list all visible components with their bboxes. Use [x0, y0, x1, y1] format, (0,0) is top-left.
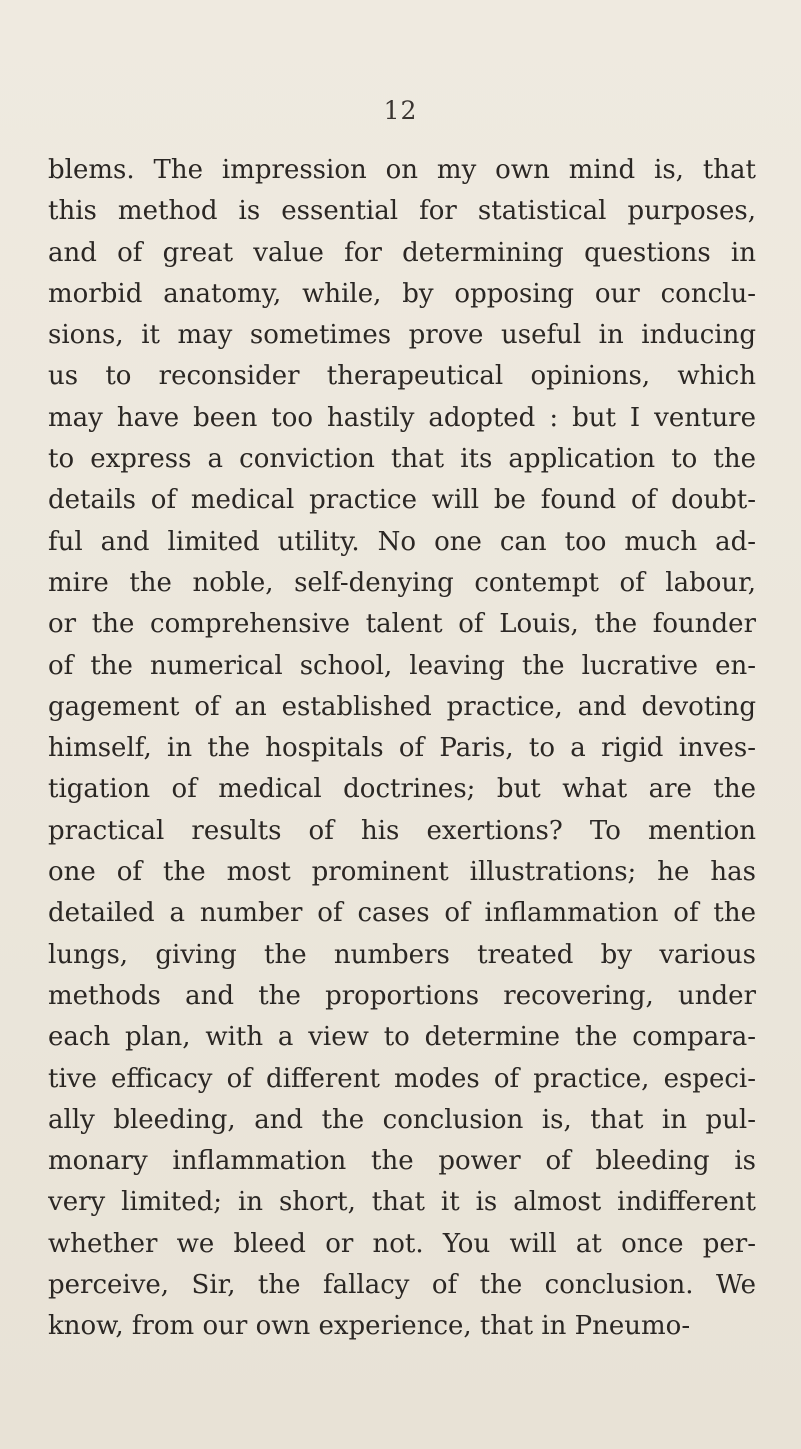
body-text: [48, 150, 756, 1348]
text-line: tive efficacy of different modes of practice, especi-: [48, 1063, 756, 1094]
text-line: of the numerical school, leaving the lucrative en-: [48, 650, 756, 681]
text-line: very limited; in short, that it is almost indifferent: [48, 1187, 756, 1218]
text-line: detailed a number of cases of inflammation of the: [48, 898, 756, 929]
text-line: know, from our own experience, that in Pneumo-: [48, 1311, 691, 1342]
text-line: may have been too hastily adopted : but I venture: [48, 402, 756, 433]
text-line: this method is essential for statistical purposes,: [48, 196, 756, 227]
text-line: one of the most prominent illustrations; he has: [48, 857, 756, 888]
text-line: gagement of an established practice, and devoting: [48, 691, 756, 722]
text-line: lungs, giving the numbers treated by various: [48, 939, 756, 970]
text-line: morbid anatomy, while, by opposing our conclu-: [48, 278, 756, 309]
text-line: himself, in the hospitals of Paris, to a rigid inves-: [48, 733, 756, 764]
text-line: and of great value for determining questions in: [48, 237, 756, 268]
page-number: 12: [383, 96, 418, 125]
text-line: ful and limited utility. No one can too much ad-: [48, 526, 756, 557]
text-line: tigation of medical doctrines; but what are the: [48, 774, 756, 805]
text-line: ally bleeding, and the conclusion is, that in pul-: [48, 1104, 756, 1135]
text-line: monary inflammation the power of bleeding is: [48, 1146, 756, 1177]
text-line: to express a conviction that its application to the: [48, 444, 756, 475]
text-line: sions, it may sometimes prove useful in inducing: [48, 320, 756, 351]
text-line: or the comprehensive talent of Louis, the founder: [48, 609, 756, 640]
text-line: mire the noble, self-denying contempt of labour,: [48, 567, 756, 598]
text-line: blems. The impression on my own mind is, that: [48, 155, 756, 185]
text-line: us to reconsider therapeutical opinions, which: [48, 361, 756, 392]
text-line: whether we bleed or not. You will at once per-: [48, 1228, 756, 1259]
text-line: perceive, Sir, the fallacy of the conclusion. We: [48, 1270, 756, 1301]
text-line: practical results of his exertions? To mention: [48, 815, 756, 846]
text-line: methods and the proportions recovering, under: [48, 980, 756, 1011]
text-line: each plan, with a view to determine the compara-: [48, 1022, 756, 1053]
text-line: details of medical practice will be found of doubt-: [48, 485, 756, 516]
